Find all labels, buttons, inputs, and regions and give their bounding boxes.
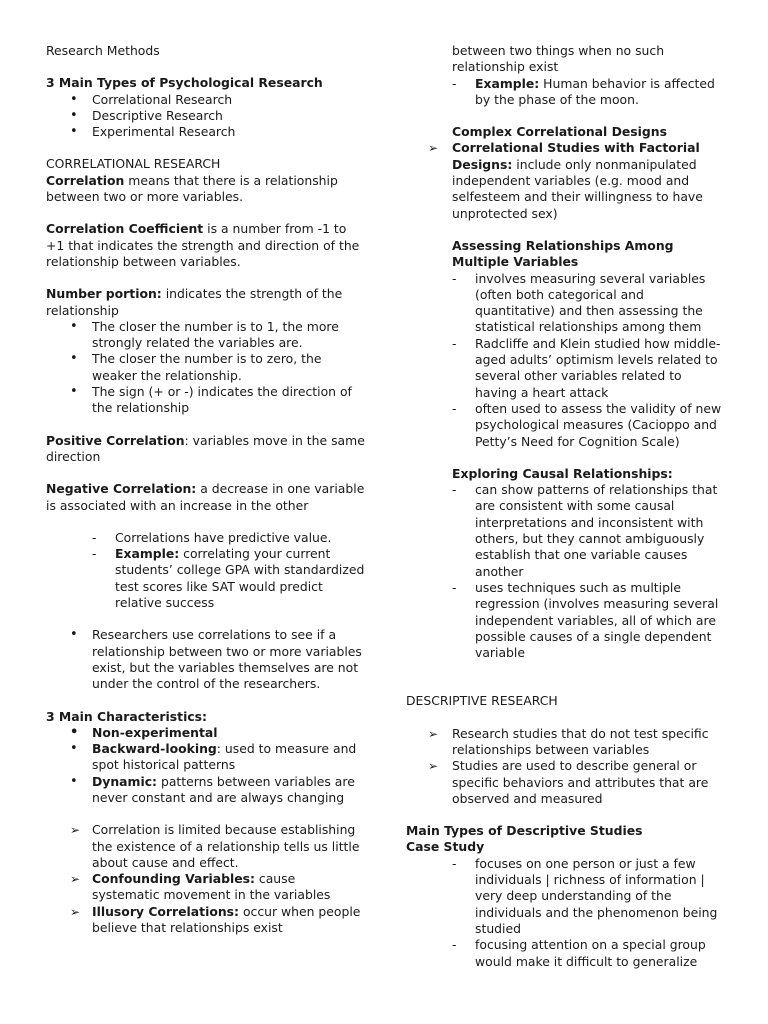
assessing-heading: Assessing Relationships Among Multiple Variables: [452, 237, 674, 270]
main-types-heading: Main Types of Descriptive Studies: [406, 823, 643, 839]
positive-correlation: [46, 433, 366, 466]
list-item: [406, 76, 726, 109]
list-item: - involves measuring several variables (often both categorical and quantitative) and then assessing the statistical relationships among them: [406, 271, 726, 336]
list-item: ➢ Studies are used to describe general or specific behaviors and attributes that are observed and measured: [406, 758, 726, 807]
list-item: - often used to assess the validity of new psychological measures (Cacioppo and Petty’s Need for Cognition Scale): [406, 401, 726, 450]
list-item: • Researchers use correlations to see if a relationship between two or more variables exist, but the variables themselves are not under the control of the researchers.: [46, 627, 366, 692]
doc-title: Research Methods: [46, 43, 160, 58]
complex-designs-heading: Complex Correlational Designs: [452, 124, 667, 140]
number-portion-paragraph: [46, 286, 366, 319]
left-column: [46, 43, 366, 936]
list-item: [46, 904, 366, 937]
term: Dynamic:: [92, 773, 158, 789]
list-item: - can show patterns of relationships that are consistent with some causal interpretations and inconsistent with others, but they cannot ambiguously establish that one variable causes another: [406, 482, 726, 580]
types-heading: 3 Main Types of Psychological Research: [46, 75, 323, 91]
continuation-text: between two things when no such relationship exist: [452, 43, 665, 75]
case-study-heading: Case Study: [406, 839, 485, 855]
term: Example:: [115, 546, 180, 562]
list-item: - focuses on one person or just a few individuals | richness of information | very deep understanding of the individuals and the phenomenon being studied: [406, 856, 726, 937]
definition: indicates the strength of the relationship: [46, 286, 343, 318]
definition: a decrease in one variable is associated with an increase in the other: [46, 481, 365, 513]
list-item: [46, 546, 366, 611]
list-item: - uses techniques such as multiple regression (involves measuring several independent variables, all of which are possible causes of a single dependent variable: [406, 580, 726, 661]
definition: patterns between variables are never constant and are always changing: [92, 773, 355, 805]
term: Correlational Studies with Factorial Designs:: [452, 140, 700, 172]
list-item: [406, 140, 726, 221]
list-item: [46, 774, 366, 807]
descriptive-heading: DESCRIPTIVE RESEARCH: [406, 693, 558, 709]
term: Illusory Correlations:: [92, 903, 239, 919]
term: Number portion:: [46, 286, 162, 302]
negative-correlation: [46, 481, 366, 514]
list-item: • Non-experimental: [46, 725, 366, 741]
list-item: • Correlational Research: [46, 92, 366, 108]
list-item: • The closer the number is to 1, the more strongly related the variables are.: [46, 319, 366, 352]
definition: correlating your current students’ college GPA with standardized test scores like SAT would predict relative success: [115, 546, 365, 611]
list-item: • The sign (+ or -) indicates the direction of the relationship: [46, 384, 366, 417]
coefficient-paragraph: [46, 221, 366, 270]
term: Confounding Variables:: [92, 871, 255, 887]
list-item: [46, 871, 366, 904]
list-item: - focusing attention on a special group would make it difficult to generalize: [406, 937, 726, 970]
definition: : used to measure and spot historical patterns: [92, 741, 357, 773]
definition: include only nonmanipulated independent variables (e.g. mood and selfesteem and their willingness to have unprotected sex): [452, 156, 703, 221]
list-item: • Descriptive Research: [46, 108, 366, 124]
definition: Human behavior is affected by the phase of the moon.: [475, 75, 715, 107]
correlational-heading: CORRELATIONAL RESEARCH: [46, 156, 221, 172]
correlation-paragraph: [46, 173, 366, 206]
list-item: - Correlations have predictive value.: [46, 530, 366, 546]
right-column: [406, 43, 726, 970]
causal-heading: Exploring Causal Relationships:: [452, 465, 673, 481]
term: Correlation Coefficient: [46, 221, 204, 237]
definition: is a number from -1 to +1 that indicates the strength and direction of the relationship between variables.: [46, 221, 360, 269]
list-item: - Radcliffe and Klein studied how middle-aged adults’ optimism levels related to several other variables related to having a heart attack: [406, 336, 726, 401]
list-item: [46, 741, 366, 774]
definition: cause systematic movement in the variables: [92, 871, 331, 903]
definition: occur when people believe that relationships exist: [92, 903, 361, 936]
term: Example:: [475, 75, 540, 91]
term: Negative Correlation:: [46, 481, 197, 497]
term: Backward-looking: [92, 741, 217, 757]
definition: means that there is a relationship between two or more variables.: [46, 172, 338, 205]
term: Correlation: [46, 172, 125, 188]
list-item: ➢ Research studies that do not test specific relationships between variables: [406, 726, 726, 759]
characteristics-heading: 3 Main Characteristics:: [46, 708, 208, 724]
list-item: • The closer the number is to zero, the weaker the relationship.: [46, 351, 366, 384]
list-item: • Experimental Research: [46, 124, 366, 140]
list-item: ➢ Correlation is limited because establishing the existence of a relationship tells us little about cause and effect.: [46, 822, 366, 871]
term: Positive Correlation: [46, 432, 185, 448]
definition: : variables move in the same direction: [46, 432, 365, 464]
